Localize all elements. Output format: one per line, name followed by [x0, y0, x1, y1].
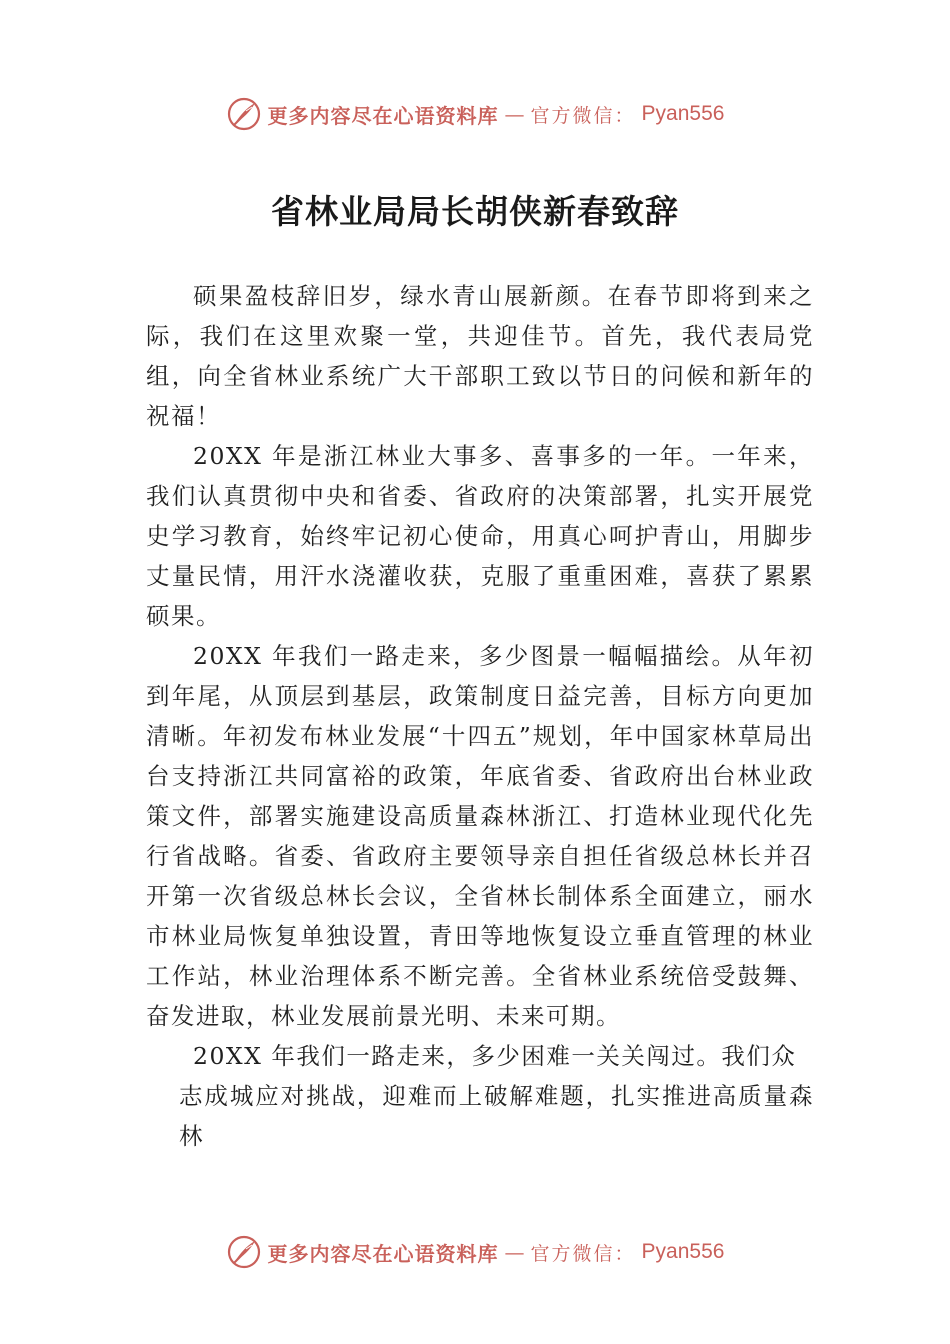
watermark-label: 官方微信： [530, 104, 636, 127]
document-title: 省林业局局长胡侠新春致辞 [271, 192, 679, 231]
paragraph-3: 20XX 年我们一路走来，多少图景一幅幅描绘。从年初到年尾，从顶层到基层，政策制度日益完善，目标方向更加清晰。年初发布林业发展“十四五”规划，年中国家林草局出台支持浙江共同富裕的政策，年底省委、省政府出台林业政策文件，部署实施建设高质量森林浙江、打造林业现代化先行省战略。省委、省政府主要领导亲自担任省级总林长并召开第一次省级总林长会议，全省林长制体系全面建立，丽水市林业局恢复单独设置，青田等地恢复设立垂直管理的林业工作站，林业治理体系不断完善。全省林业系统倍受鼓舞、 奋发进取，林业发展前景光明、未来可期。 [146, 642, 814, 1030]
watermark-brand: 更多内容尽在心语资料库 [267, 1241, 499, 1266]
paragraph-4-line-2: 志成城应对挑战，迎难而上破解难题，扎实推进高质量森林 [179, 1082, 814, 1150]
watermark-wechat-id: Pyan556 [641, 102, 725, 125]
paragraph-2: 20XX 年是浙江林业大事多、喜事多的一年。一年来，我们认真贯彻中央和省委、省政府的决策部署，扎实开展党史学习教育，始终牢记初心使命，用真心呵护青山，用脚步丈量民情，用汗水浇灌收获，克服了重重困难，喜获了累累硕果。 [146, 442, 814, 630]
watermark-brand: 更多内容尽在心语资料库 [267, 103, 499, 128]
document-body [146, 276, 814, 1156]
watermark-wechat-id: Pyan556 [641, 1240, 725, 1263]
paragraph-4-line-1: 20XX 年我们一路走来，多少困难一关关闯过。我们众 [193, 1042, 797, 1070]
feather-quill-logo-icon [226, 1234, 262, 1270]
watermark-separator: — [504, 102, 525, 126]
paragraph-4 [146, 1036, 814, 1156]
paragraph-1: 硕果盈枝辞旧岁，绿水青山展新颜。在春节即将到来之际，我们在这里欢聚一堂，共迎佳节。首先，我代表局党组，向全省林业系统广大干部职工致以节日的问候和新年的祝福！ [146, 282, 814, 430]
header-watermark [0, 92, 950, 136]
feather-quill-logo-icon [226, 96, 262, 132]
watermark-label: 官方微信： [530, 1242, 636, 1265]
watermark-separator: — [504, 1240, 525, 1264]
footer-watermark [0, 1230, 950, 1274]
